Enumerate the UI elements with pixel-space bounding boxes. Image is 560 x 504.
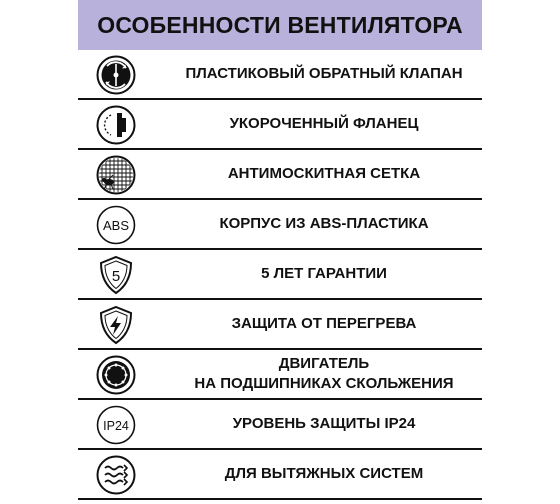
feature-label: УРОВЕНЬ ЗАЩИТЫ IP24 (232, 415, 416, 432)
feature-label: ЗАЩИТА ОТ ПЕРЕГРЕВА (231, 315, 417, 332)
ip24-icon (93, 405, 139, 445)
feature-row-short-flange (78, 100, 482, 150)
warranty-shield-icon (93, 255, 139, 295)
svg-text:5: 5 (111, 268, 121, 285)
feature-label: АНТИМОСКИТНАЯ СЕТКА (227, 165, 421, 182)
feature-label: ПЛАСТИКОВЫЙ ОБРАТНЫЙ КЛАПАН (185, 65, 463, 82)
exhaust-icon (93, 455, 139, 495)
feature-list (78, 50, 482, 500)
feature-row-check-valve (78, 50, 482, 100)
feature-row-warranty (78, 250, 482, 300)
feature-row-bearing (78, 350, 482, 400)
feature-row-overheat (78, 300, 482, 350)
svg-text:ABS: ABS (102, 218, 130, 233)
page-title: ОСОБЕННОСТИ ВЕНТИЛЯТОРА (97, 11, 463, 38)
feature-row-exhaust (78, 450, 482, 500)
header-banner (78, 0, 482, 50)
mosquito-net-icon (93, 155, 139, 195)
feature-row-abs (78, 200, 482, 250)
check-valve-icon (93, 55, 139, 95)
feature-label: 5 ЛЕТ ГАРАНТИИ (261, 265, 387, 282)
feature-label: ДВИГАТЕЛЬ НА ПОДШИПНИКАХ СКОЛЬЖЕНИЯ (194, 355, 454, 392)
short-flange-icon (93, 105, 139, 145)
overheat-shield-icon (93, 305, 139, 345)
abs-icon (93, 205, 139, 245)
bearing-icon (93, 355, 139, 395)
feature-label: ДЛЯ ВЫТЯЖНЫХ СИСТЕМ (224, 465, 424, 482)
feature-label: УКОРОЧЕННЫЙ ФЛАНЕЦ (229, 115, 419, 132)
feature-row-ip24 (78, 400, 482, 450)
feature-row-mosquito-net (78, 150, 482, 200)
svg-text:IP24: IP24 (103, 419, 129, 433)
feature-label: КОРПУС ИЗ ABS-ПЛАСТИКА (219, 215, 429, 232)
